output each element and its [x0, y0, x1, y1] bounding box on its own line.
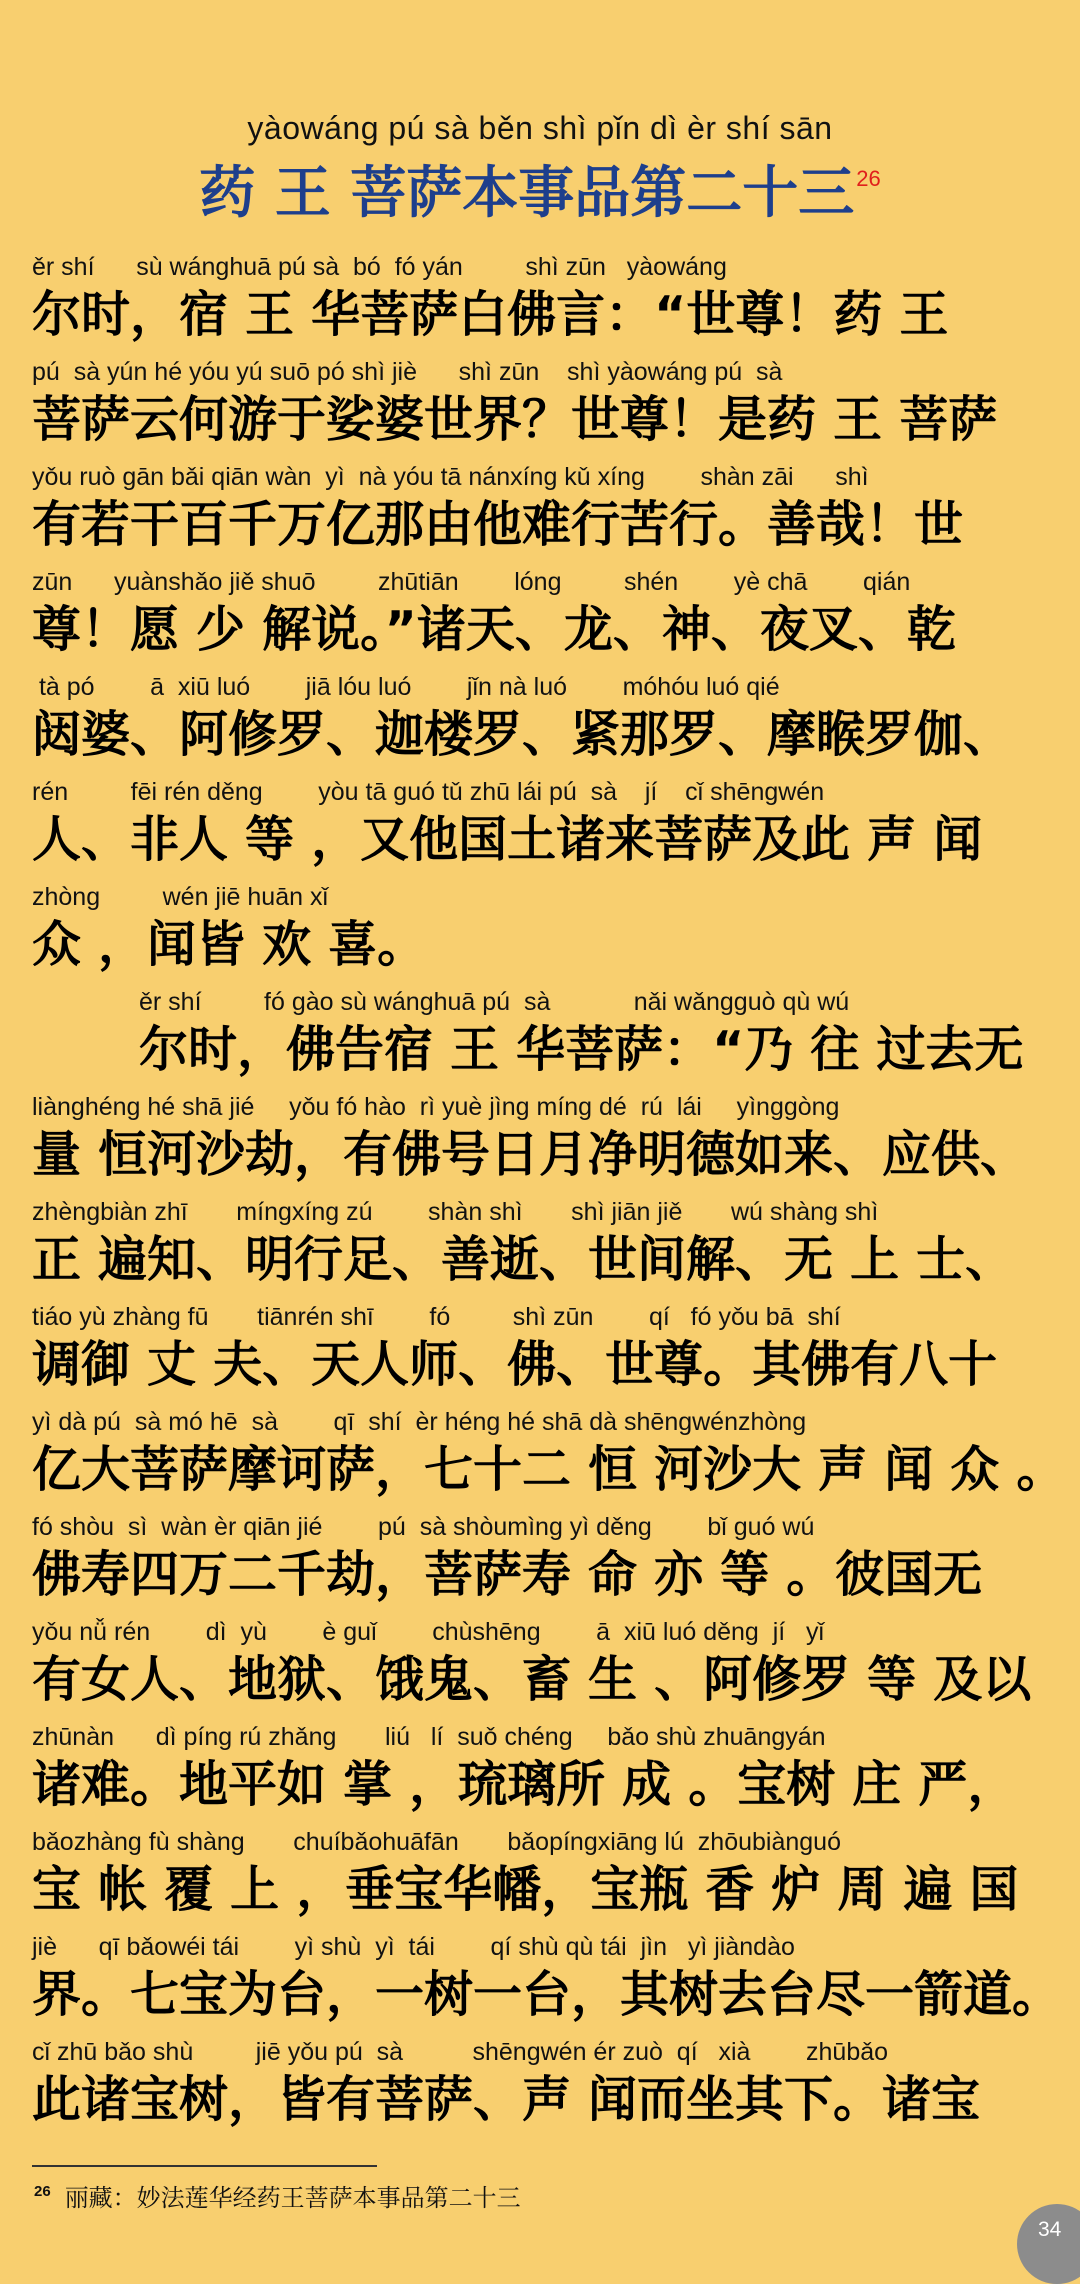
text-line — [32, 1615, 1052, 1720]
hanzi-line: 宝 帐 覆 上 ，垂宝华幡，宝瓶 香 炉 周 遍 国 — [32, 1861, 1019, 1918]
hanzi-line: 此诸宝树，皆有菩萨、声 闻而坐其下。诸宝 — [32, 2071, 981, 2128]
pinyin-line: yǒu ruò gān bǎi qiān wàn yì nà yóu tā nánxíng kǔ xíng shàn zāi shì — [32, 463, 869, 491]
hanzi-line: 菩萨云何游于娑婆世界？世尊！是药 王 菩萨 — [32, 391, 998, 448]
hanzi-line: 有女人、地狱、饿鬼、畜 生 、阿修罗 等 及以 — [32, 1651, 1032, 1708]
pinyin-line: tiáo yù zhàng fū tiānrén shī fó shì zūn qí fó yǒu bā shí — [32, 1303, 841, 1331]
hanzi-line: 量 恒河沙劫，有佛号日月净明德如来、应供、 — [32, 1126, 1030, 1183]
hanzi-line: 人、非人 等 ，又他国土诸来菩萨及此 声 闻 — [32, 811, 983, 868]
text-line — [32, 1930, 1062, 2035]
text-line — [32, 1825, 1052, 1930]
text-line — [32, 985, 1052, 1090]
pinyin-line: tà pó ā xiū luó jiā lóu luó jǐn nà luó móhóu luó qié — [32, 673, 780, 701]
hanzi-line: 有若干百千万亿那由他难行苦行。善哉！世 — [32, 496, 964, 553]
text-line — [32, 460, 1052, 565]
text-line — [32, 1720, 1052, 1825]
sutra-text — [32, 250, 1066, 2140]
title-heading — [0, 146, 1080, 226]
text-line — [32, 880, 1052, 985]
hanzi-line: 调御 丈 夫、天人师、佛、世尊。其佛有八十 — [32, 1336, 998, 1393]
title-text: 药 王 菩萨本事品第二十三 — [199, 160, 855, 226]
text-line — [32, 1510, 1052, 1615]
text-line — [32, 2035, 1052, 2140]
hanzi-line: 界。七宝为台，一树一台，其树去台尽一箭道。 — [32, 1966, 1062, 2023]
pinyin-line: rén fēi rén děng yòu tā guó tǔ zhū lái pú sà jí cǐ shēngwén — [32, 778, 825, 806]
pinyin-line: ěr shí sù wánghuā pú sà bó fó yán shì zūn yàowáng — [32, 253, 727, 281]
hanzi-line: 众 ，闻皆 欢 喜。 — [32, 916, 427, 973]
pinyin-line: pú sà yún hé yóu yú suō pó shì jiè shì zūn shì yàowáng pú sà — [32, 358, 783, 386]
page-number-badge — [1017, 2204, 1080, 2284]
page-number: 34 — [1038, 2218, 1062, 2241]
pinyin-line: cǐ zhū bǎo shù jiē yǒu pú sà shēngwén ér zuò qí xià zhūbǎo — [32, 2038, 889, 2066]
title-footnote-ref[interactable]: 26 — [856, 166, 881, 191]
text-line — [32, 1405, 1066, 1510]
pinyin-line: ěr shí fó gào sù wánghuā pú sà nǎi wǎngguò qù wú — [139, 988, 850, 1016]
pinyin-line: zhèngbiàn zhī míngxíng zú shàn shì shì jiān jiě wú shàng shì — [32, 1198, 879, 1226]
footnote-marker: 26 — [34, 2183, 51, 2200]
chapter-title — [0, 110, 1080, 226]
text-line — [32, 1300, 1052, 1405]
hanzi-line: 亿大菩萨摩诃萨，七十二 恒 河沙大 声 闻 众 。 — [32, 1441, 1066, 1498]
text-line — [32, 670, 1052, 775]
pinyin-line: zhūnàn dì píng rú zhǎng liú lí suǒ chéng bǎo shù zhuāngyán — [32, 1723, 826, 1751]
text-line — [32, 565, 1052, 670]
pinyin-line: liànghéng hé shā jié yǒu fó hào rì yuè jìng míng dé rú lái yìnggòng — [32, 1093, 840, 1121]
pinyin-line: zhòng wén jiē huān xǐ — [32, 883, 329, 911]
title-pinyin: yàowáng pú sà běn shì pǐn dì èr shí sān — [247, 110, 833, 146]
hanzi-line: 尊！愿 少 解说。”诸天、龙、神、夜叉、乾 — [32, 601, 956, 658]
pinyin-line: yì dà pú sà mó hē sà qī shí èr héng hé shā dà shēngwénzhòng — [32, 1408, 807, 1436]
text-line — [32, 775, 1052, 880]
hanzi-line: 尔时，佛告宿 王 华菩萨：“乃 往 过去无 — [139, 1021, 1024, 1078]
text-line — [32, 250, 1052, 355]
hanzi-line: 尔时，宿 王 华菩萨白佛言：“世尊！药 王 — [32, 286, 949, 343]
text-line — [32, 355, 1052, 460]
pinyin-line: bǎozhàng fù shàng chuíbǎohuāfān bǎopíngxiāng lú zhōubiànguó — [32, 1828, 841, 1856]
text-line — [32, 1195, 1052, 1300]
hanzi-line: 正 遍知、明行足、善逝、世间解、无 上 士、 — [32, 1231, 1015, 1288]
pinyin-line: yǒu nǚ rén dì yù è guǐ chùshēng ā xiū luó děng jí yǐ — [32, 1618, 825, 1646]
footnote — [34, 2178, 521, 2213]
text-line — [32, 1090, 1052, 1195]
footnote-text: 丽藏：妙法莲华经药王菩萨本事品第二十三 — [64, 2184, 521, 2212]
hanzi-line: 闼婆、阿修罗、迦楼罗、紧那罗、摩睺罗伽、 — [32, 706, 1013, 763]
pinyin-line: jiè qī bǎowéi tái yì shù yì tái qí shù qù tái jìn yì jiàndào — [32, 1933, 795, 1961]
pinyin-line: fó shòu sì wàn èr qiān jié pú sà shòumìng yì děng bǐ guó wú — [32, 1513, 815, 1541]
hanzi-line: 诸难。地平如 掌 ，琉璃所 成 。宝树 庄 严， — [32, 1756, 1017, 1813]
footnote-divider — [32, 2165, 377, 2167]
pinyin-line: zūn yuànshǎo jiě shuō zhūtiān lóng shén yè chā qián — [32, 568, 911, 596]
hanzi-line: 佛寿四万二千劫，菩萨寿 命 亦 等 。彼国无 — [32, 1546, 983, 1603]
